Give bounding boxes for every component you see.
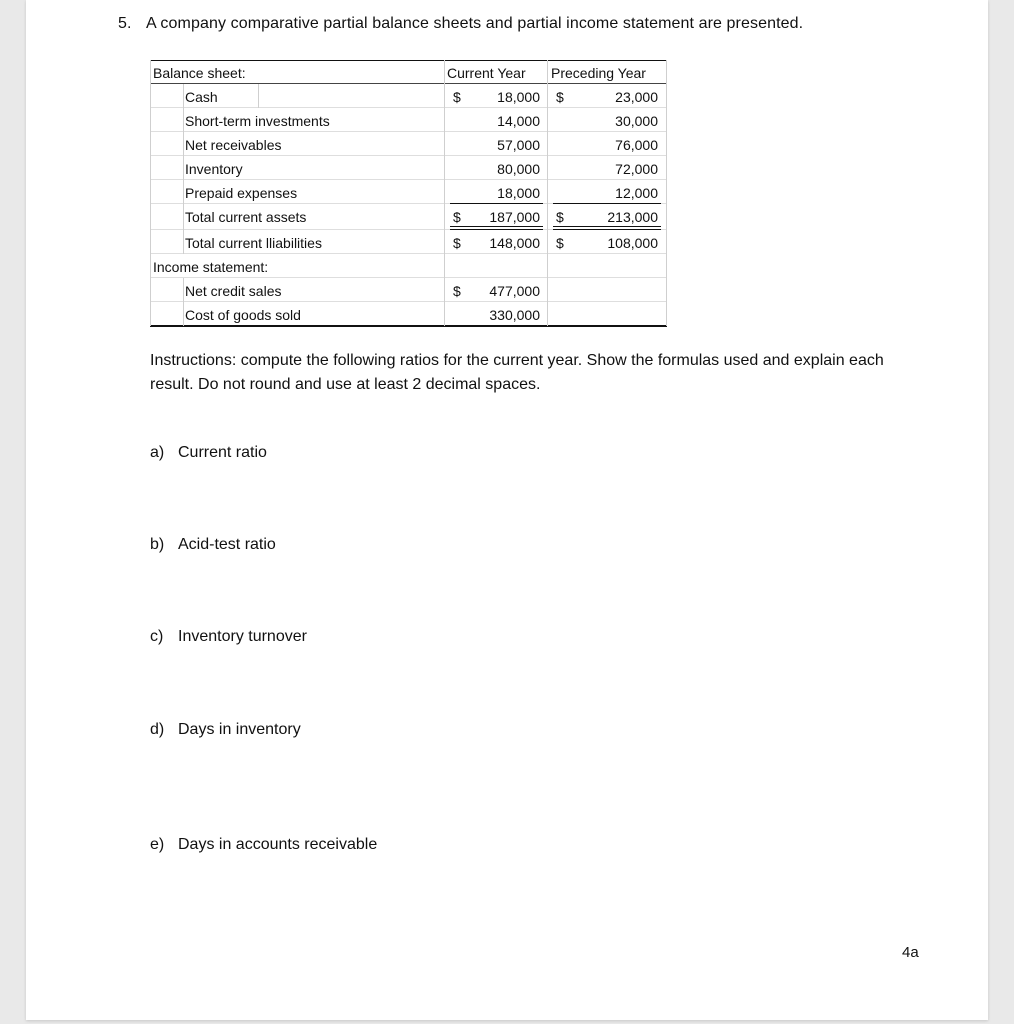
preceding-value: 72,000 xyxy=(615,161,658,177)
row-label: Total current assets xyxy=(185,209,307,225)
part-text: Current ratio xyxy=(178,444,267,461)
preceding-value: 108,000 xyxy=(607,235,658,251)
row-label: Total current lliabilities xyxy=(185,235,322,251)
currency-symbol: $ xyxy=(556,209,564,225)
part-label: e) xyxy=(150,836,165,853)
preceding-value: 76,000 xyxy=(615,137,658,153)
part-label: c) xyxy=(150,628,164,645)
current-value: 148,000 xyxy=(489,235,540,251)
part-text: Inventory turnover xyxy=(178,628,307,645)
row-label: Prepaid expenses xyxy=(185,185,298,201)
part-label: b) xyxy=(150,536,165,553)
part-text: Days in accounts receivable xyxy=(178,836,378,853)
current-value: 14,000 xyxy=(497,113,540,129)
currency-symbol: $ xyxy=(556,235,564,251)
part-e xyxy=(150,836,377,854)
total-double-underline xyxy=(553,226,661,230)
row-label: Net credit sales xyxy=(185,283,282,299)
part-text: Acid-test ratio xyxy=(178,536,276,553)
financial-table xyxy=(150,60,667,326)
current-value: 18,000 xyxy=(497,185,540,201)
row-label: Cash xyxy=(185,89,218,105)
currency-symbol: $ xyxy=(453,235,461,251)
question-text: A company comparative partial balance sheets and partial income statement are presented. xyxy=(146,15,804,32)
current-value: 80,000 xyxy=(497,161,540,177)
part-a xyxy=(150,444,267,462)
row-label: Cost of goods sold xyxy=(185,307,301,323)
currency-symbol: $ xyxy=(453,89,461,105)
currency-symbol: $ xyxy=(453,209,461,225)
income-statement-heading: Income statement: xyxy=(153,259,269,275)
balance-sheet-heading: Balance sheet: xyxy=(153,65,246,81)
currency-symbol: $ xyxy=(556,89,564,105)
subtotal-underline xyxy=(553,203,661,204)
part-b xyxy=(150,536,276,554)
currency-symbol: $ xyxy=(453,283,461,299)
instructions-text: Instructions: compute the following ratios for the current year. Show the formulas used and explain each result. Do not round and use at least 2 decimal spaces. xyxy=(150,352,884,393)
current-value: 18,000 xyxy=(497,89,540,105)
preceding-year-header: Preceding Year xyxy=(551,65,646,81)
question-title xyxy=(118,15,803,33)
subtotal-underline xyxy=(450,203,543,204)
part-text: Days in inventory xyxy=(178,721,301,738)
row-label: Short-term investments xyxy=(185,113,330,129)
preceding-value: 213,000 xyxy=(607,209,658,225)
current-value: 477,000 xyxy=(489,283,540,299)
part-label: a) xyxy=(150,444,165,461)
total-double-underline xyxy=(450,226,543,230)
part-d xyxy=(150,721,301,739)
page-number: 4a xyxy=(902,944,919,961)
part-c xyxy=(150,628,307,646)
row-label: Inventory xyxy=(185,161,243,177)
current-value: 330,000 xyxy=(489,307,540,323)
part-label: d) xyxy=(150,721,165,738)
preceding-value: 23,000 xyxy=(615,89,658,105)
preceding-value: 12,000 xyxy=(615,185,658,201)
current-value: 57,000 xyxy=(497,137,540,153)
current-value: 187,000 xyxy=(489,209,540,225)
current-year-header: Current Year xyxy=(447,65,526,81)
row-label: Net receivables xyxy=(185,137,282,153)
question-number: 5. xyxy=(118,15,132,32)
preceding-value: 30,000 xyxy=(615,113,658,129)
